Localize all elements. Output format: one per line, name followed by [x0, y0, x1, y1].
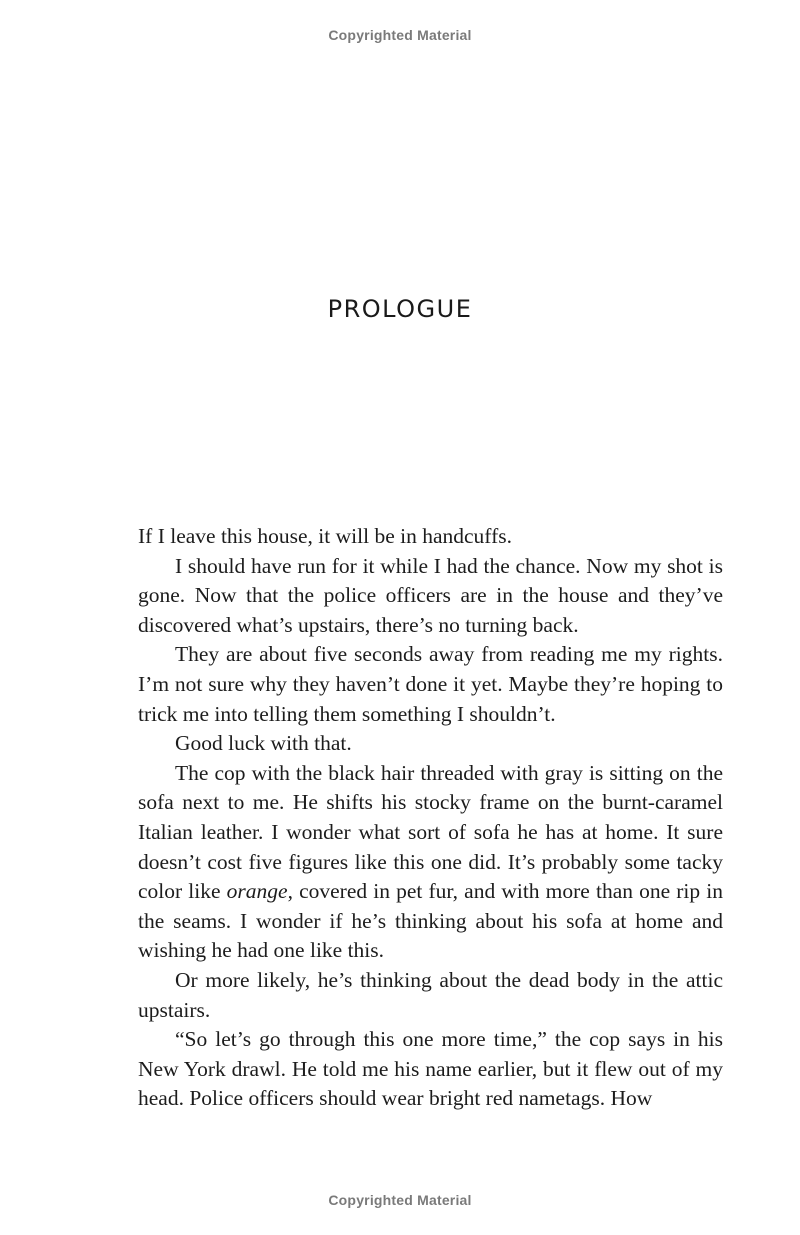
- copyright-watermark-top: Copyrighted Material: [328, 27, 472, 43]
- body-text: [138, 522, 723, 1114]
- copyright-watermark-bottom: Copyrighted Material: [328, 1192, 472, 1208]
- paragraph-6: Or more likely, he’s thinking about the dead body in the attic upstairs.: [138, 967, 723, 1022]
- paragraph-3: They are about five seconds away from reading me my rights. I’m not sure why they haven’t done it yet. Maybe they’re hoping to trick me into telling them something I shouldn’t.: [138, 642, 723, 726]
- paragraph-4: Good luck with that.: [175, 731, 352, 756]
- chapter-title: PROLOGUE: [327, 295, 473, 323]
- paragraph-5-part-2: , covered in pet fur, and with more than one rip in the seams. I wonder if he’s thinking about his sofa at home and wishing he had one like this.: [138, 879, 723, 963]
- paragraph-2: I should have run for it while I had the chance. Now my shot is gone. Now that the police officers are in the house and they’ve discovered what’s upstairs, there’s no turning back.: [138, 553, 723, 637]
- emphasized-word: orange: [226, 879, 288, 904]
- paragraph-5: [138, 759, 723, 966]
- paragraph-1: If I leave this house, it will be in handcuffs.: [138, 524, 512, 548]
- paragraph-5-part-1: The cop with the black hair threaded with gray is sitting on the sofa next to me. He shifts his stocky frame on the burnt-caramel Italian leather. I wonder what sort of sofa he has at home. It sure doesn’t cost five figures like this one did. It’s probably some tacky color like: [138, 760, 723, 904]
- paragraph-7: “So let’s go through this one more time,” the cop says in his New York drawl. He told me his name earlier, but it flew out of my head. Police officers should wear bright red nametags. How: [138, 1027, 723, 1111]
